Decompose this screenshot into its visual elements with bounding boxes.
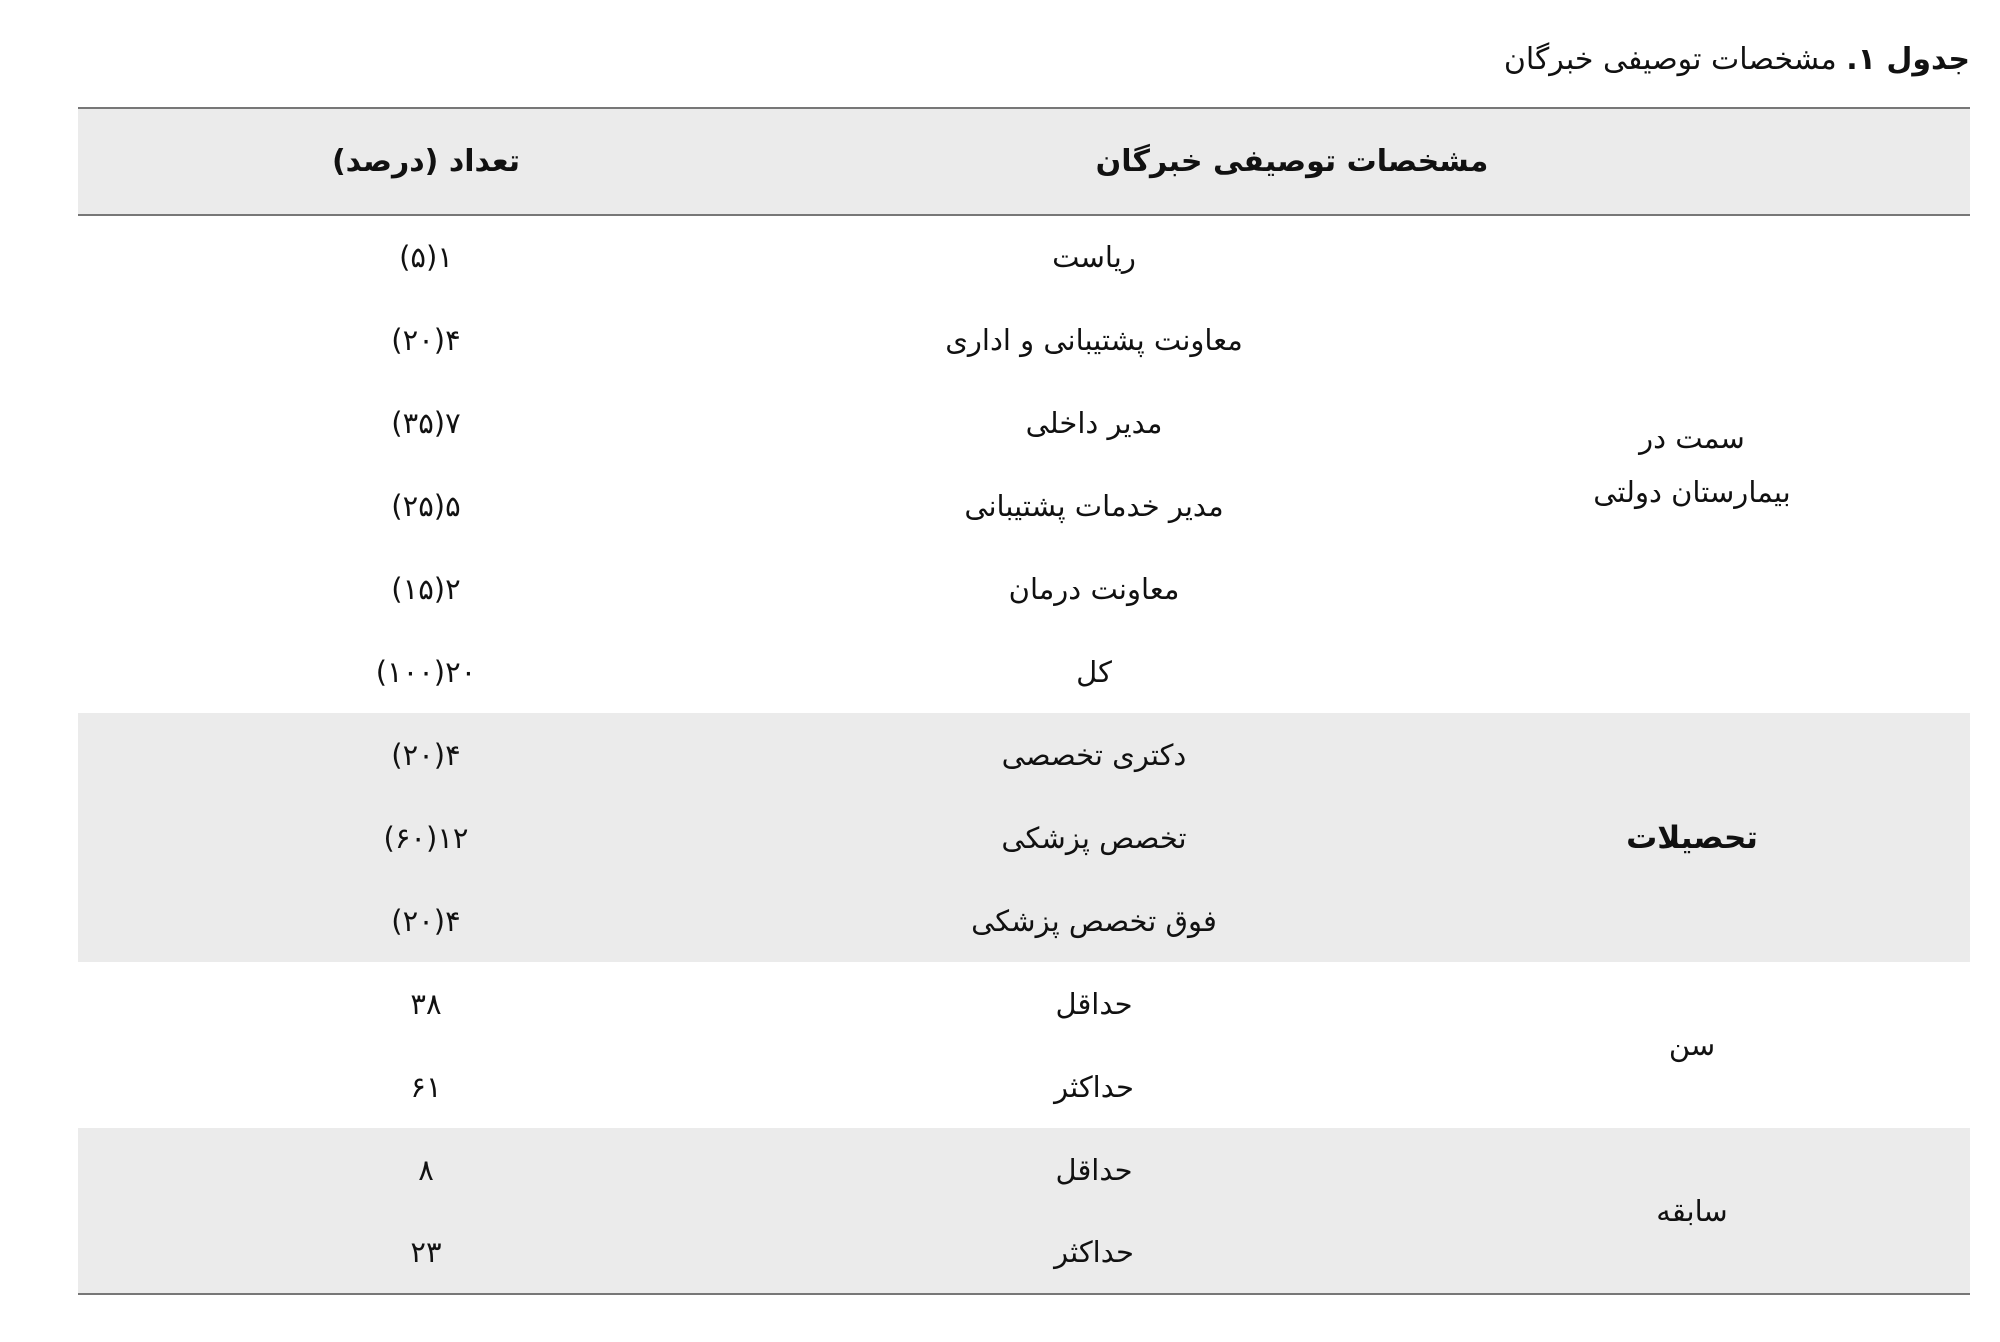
row-value: ۴(۲۰) <box>78 713 774 796</box>
category-position <box>1414 215 1970 713</box>
row-value: ۸ <box>78 1128 774 1211</box>
row-value: ۷(۳۵) <box>391 405 461 440</box>
table-header-row <box>78 108 1970 215</box>
row-value: ۳۸ <box>410 986 442 1021</box>
row-value: ۵(۲۵) <box>391 488 461 523</box>
row-label: معاونت درمان <box>1008 571 1180 606</box>
row-value: ۶۱ <box>410 1069 442 1104</box>
descriptive-table-container <box>78 107 1970 1295</box>
header-characteristics <box>774 108 1970 215</box>
row-value: ۱۲(۶۰) <box>78 796 774 879</box>
row-value: ۲۳ <box>78 1211 774 1294</box>
table-caption <box>1504 38 1970 82</box>
category-education: تحصیلات <box>1414 713 1970 962</box>
row-label: حداکثر <box>774 1211 1414 1294</box>
table-row <box>78 1128 1970 1211</box>
row-value: ۲(۱۵) <box>391 571 461 606</box>
caption-text: مشخصات توصیفی خبرگان <box>1503 42 1837 77</box>
row-label: فوق تخصص پزشکی <box>774 879 1414 962</box>
category-position-line2: بیمارستان دولتی <box>1593 474 1791 509</box>
row-label: مدیر خدمات پشتیبانی <box>964 488 1224 523</box>
row-label: حداقل <box>774 1128 1414 1211</box>
row-label: مدیر داخلی <box>1025 405 1163 440</box>
row-label: دکتری تخصصی <box>774 713 1414 796</box>
header-count-percent: تعداد (درصد) <box>331 144 521 179</box>
row-value: ۲۰(۱۰۰) <box>375 654 477 689</box>
table-row <box>78 962 1970 1045</box>
row-label: تخصص پزشکی <box>774 796 1414 879</box>
row-label: حداقل <box>1055 986 1133 1021</box>
header-characteristics-label: مشخصات توصیفی خبرگان <box>1095 144 1489 179</box>
caption-label: جدول ۱. <box>1846 42 1970 77</box>
table-row <box>78 713 1970 796</box>
category-age: سن <box>1668 1028 1716 1062</box>
row-label: ریاست <box>1052 240 1136 274</box>
category-position-line1: سمت در <box>1639 420 1745 455</box>
row-value: ۴(۲۰) <box>391 322 461 357</box>
row-value: ۴(۲۰) <box>78 879 774 962</box>
expert-descriptive-table <box>78 107 1970 1295</box>
category-experience: سابقه <box>1414 1128 1970 1294</box>
row-label: کل <box>1076 654 1112 689</box>
row-label: حداکثر <box>1054 1069 1134 1104</box>
table-row <box>78 215 1970 298</box>
row-label: معاونت پشتیبانی و اداری <box>945 322 1243 357</box>
row-value: ۱(۵) <box>399 240 453 274</box>
